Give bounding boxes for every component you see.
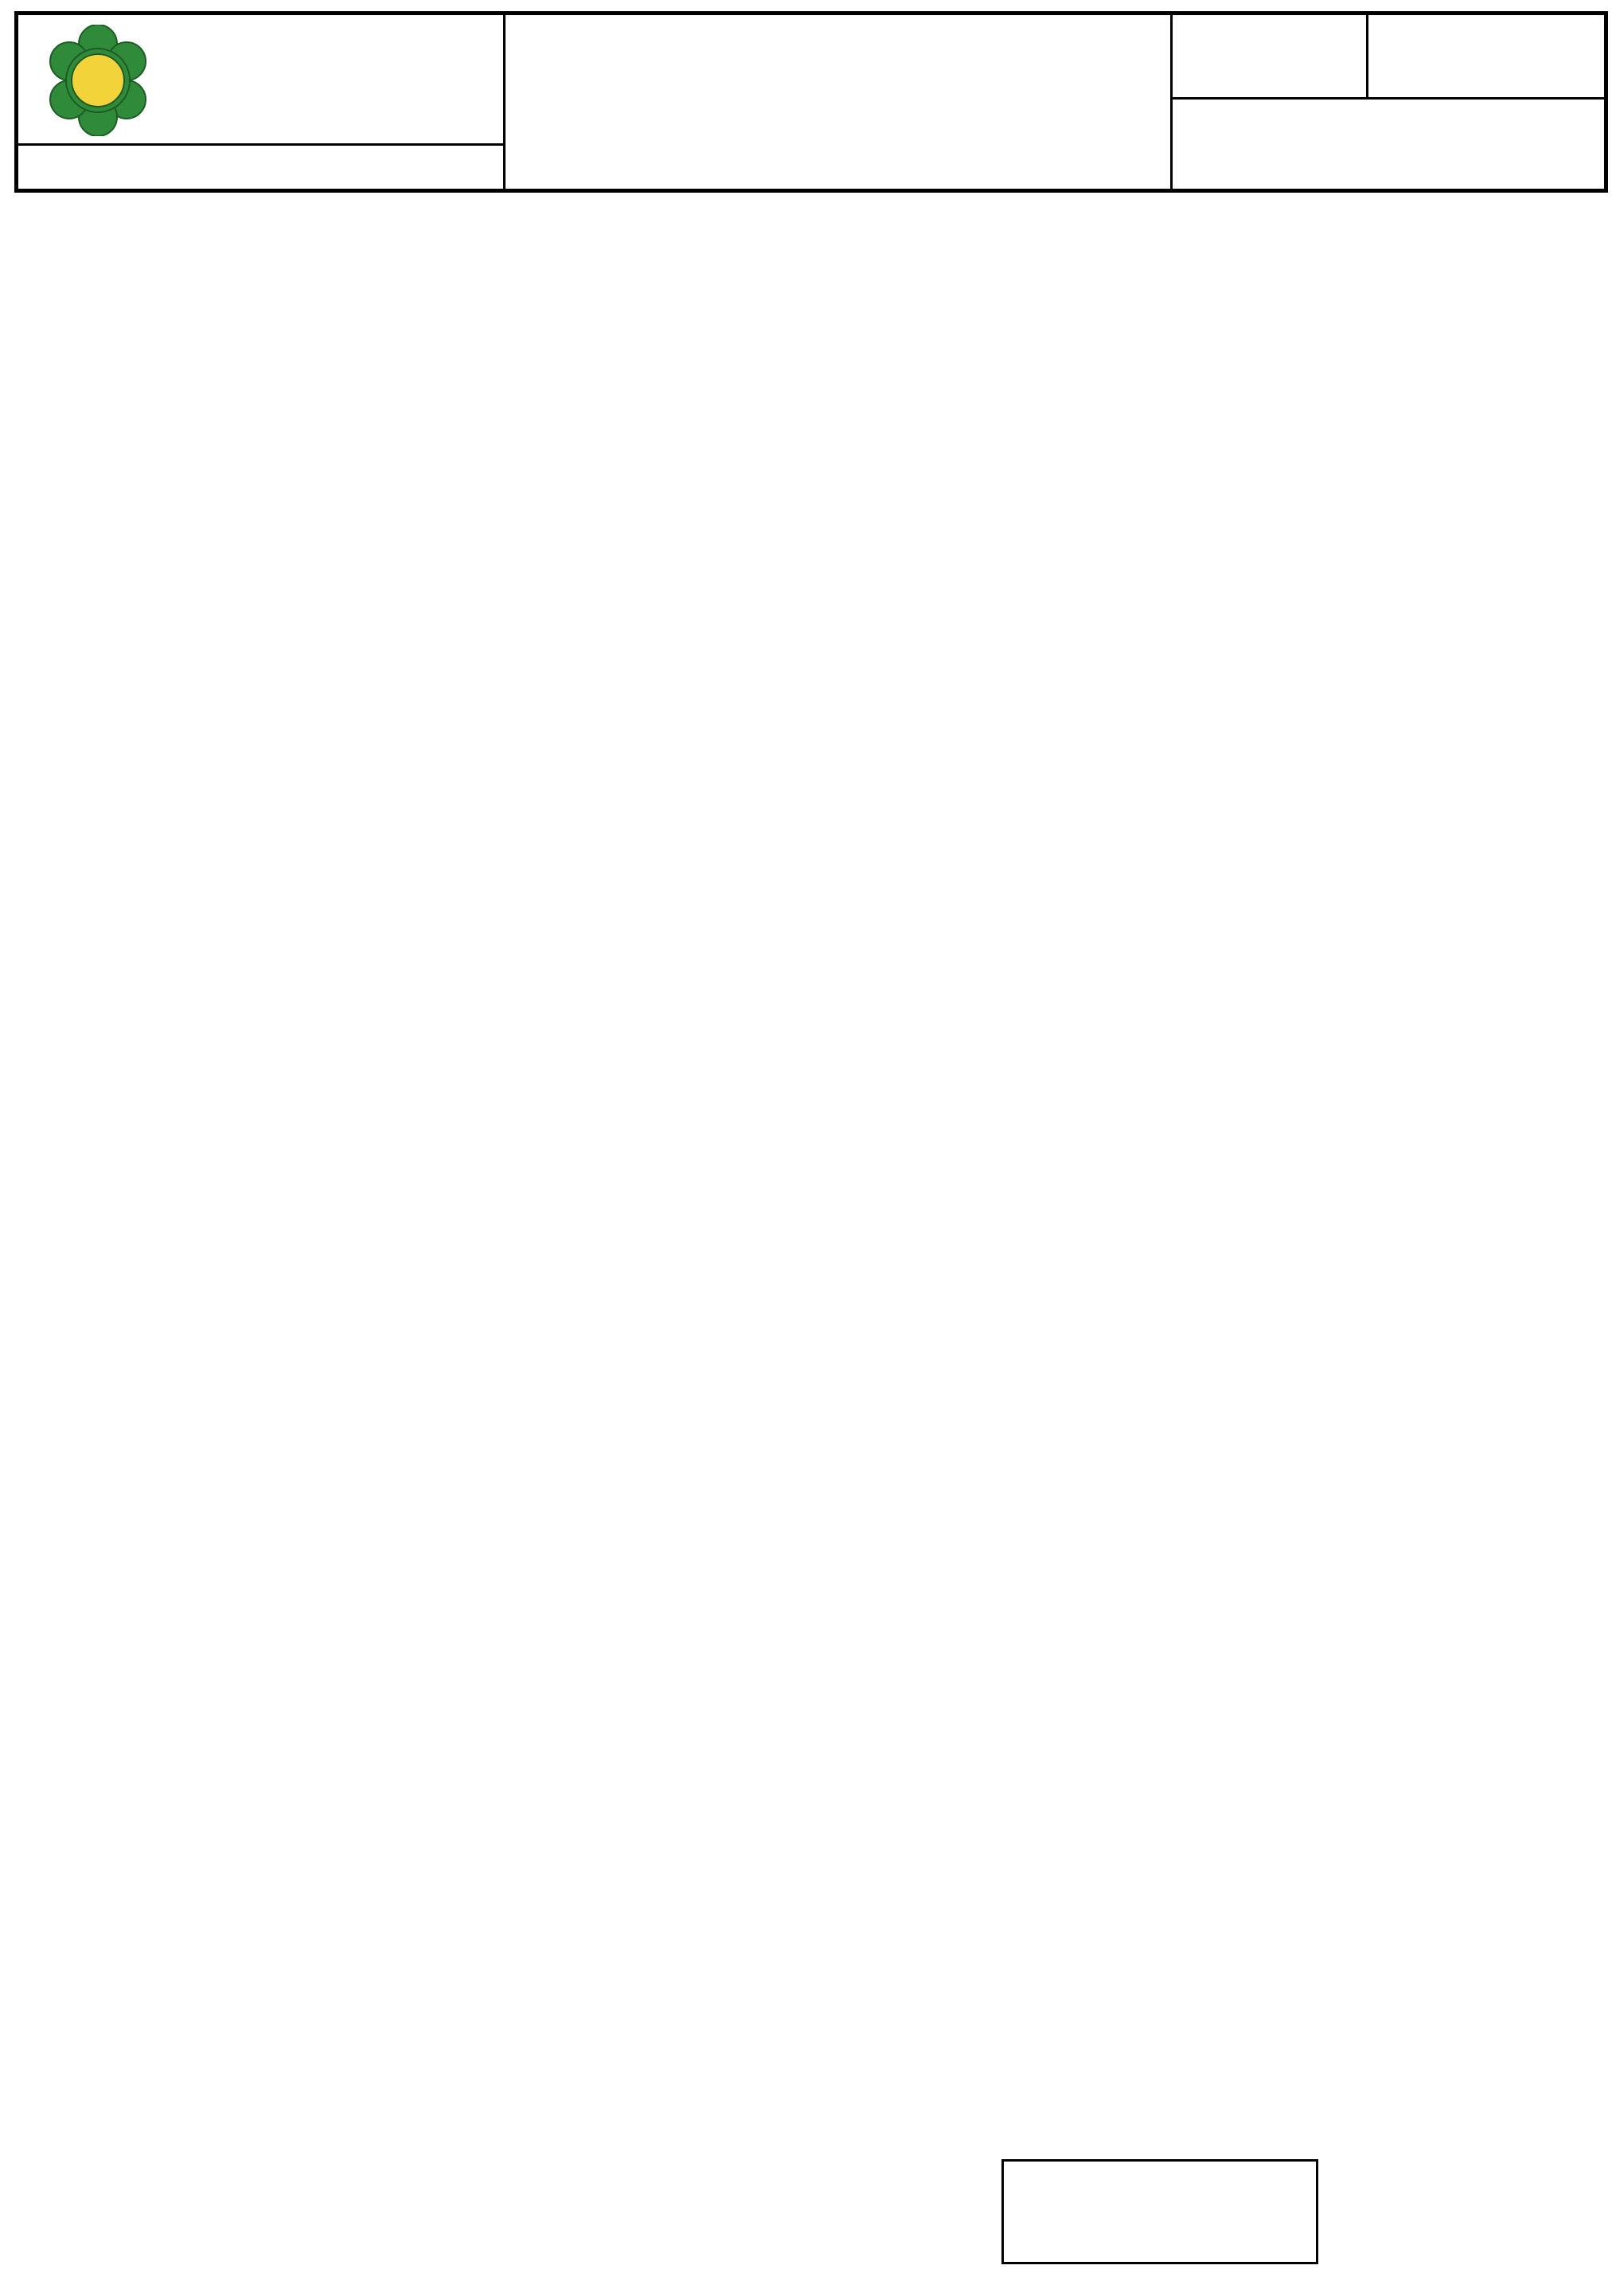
school-emblem-icon (42, 25, 154, 136)
phone-label (1173, 15, 1368, 100)
school-logo-block (18, 15, 506, 146)
school-contact-info (1173, 15, 1608, 193)
seal-omitted-box (1001, 2159, 1318, 2264)
header-title (506, 15, 1173, 193)
school-address (1173, 100, 1608, 193)
document-header (14, 11, 1608, 193)
school-slogan (18, 146, 506, 193)
phone-number (1368, 15, 1608, 100)
